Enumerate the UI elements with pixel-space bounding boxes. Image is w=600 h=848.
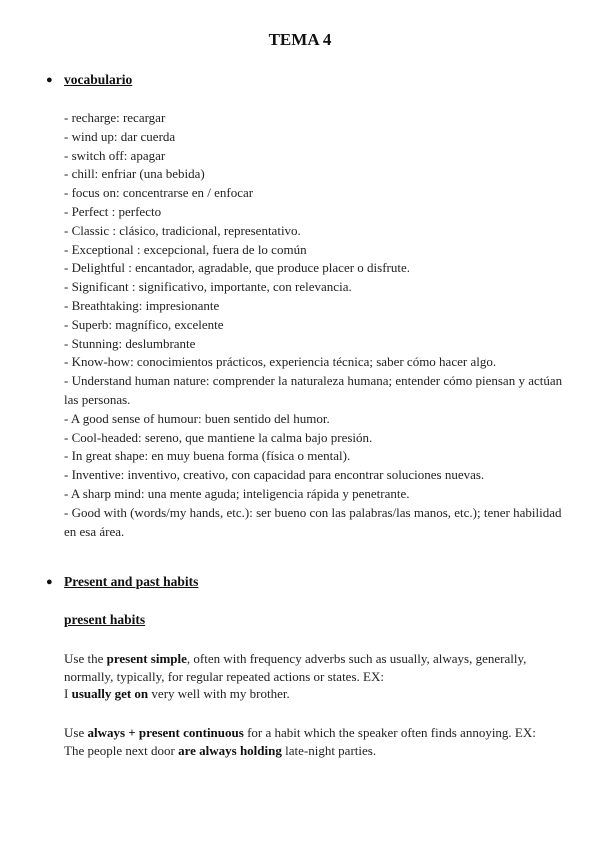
vocab-item: - Perfect : perfecto bbox=[64, 203, 162, 219]
vocab-item: - A good sense of humour: buen sentido del humor. bbox=[64, 410, 330, 426]
vocab-item: - Significant : significativo, importante, con relevancia. bbox=[64, 279, 352, 295]
rule-text bbox=[64, 650, 576, 685]
vocab-item: - wind up: dar cuerda bbox=[64, 128, 176, 144]
text-run: very well with my brother. bbox=[148, 686, 290, 702]
text-run: for a habit which the speaker often finds annoying. EX: bbox=[243, 725, 536, 740]
vocab-item: - Know-how: conocimientos prácticos, experiencia técnica; saber cómo hacer algo. bbox=[64, 354, 497, 370]
bullet-icon: ● bbox=[46, 576, 53, 588]
vocab-item: - Stunning: deslumbrante bbox=[64, 335, 196, 351]
vocab-item: - Good with (words/my hands, etc.): ser bueno con las palabras/las manos, etc.); tener habilidad en esa área. bbox=[64, 504, 562, 539]
bold-term: usually get on bbox=[71, 686, 149, 702]
bold-term: always + present continuous bbox=[87, 725, 244, 740]
bold-term: are always holding bbox=[178, 742, 282, 758]
vocab-item: - Understand human nature: comprender la naturaleza humana; entender cómo piensan y actúan las personas. bbox=[64, 373, 563, 407]
text-run: late-night parties. bbox=[281, 742, 377, 758]
vocab-item: - focus on: concentrarse en / enfocar bbox=[64, 185, 254, 201]
example-sentence bbox=[64, 742, 576, 760]
page-title: TEMA 4 bbox=[268, 30, 332, 49]
rule-text bbox=[64, 724, 576, 742]
vocab-item: - Delightful : encantador, agradable, que produce placer o disfrute. bbox=[64, 260, 410, 276]
vocab-list bbox=[64, 109, 564, 541]
text-run: , often with frequency adverbs such as usually, always, generally, normally, typically, for regular repeated actions or states. EX: bbox=[64, 651, 527, 684]
section-heading: Present and past habits bbox=[64, 574, 199, 589]
bold-term: present simple bbox=[106, 651, 187, 666]
section-heading: vocabulario bbox=[64, 72, 133, 87]
vocab-item: - Inventive: inventivo, creativo, con capacidad para encontrar soluciones nuevas. bbox=[64, 467, 485, 483]
vocab-item: - chill: enfriar (una bebida) bbox=[64, 166, 205, 182]
vocab-item: - A sharp mind: una mente aguda; inteligencia rápida y penetrante. bbox=[64, 485, 410, 501]
example-sentence bbox=[64, 685, 576, 703]
vocab-item: - recharge: recargar bbox=[64, 110, 166, 125]
paragraph-present-simple bbox=[64, 650, 576, 703]
vocab-item: - switch off: apagar bbox=[64, 147, 166, 163]
section-vocabulario bbox=[46, 72, 132, 88]
vocab-item: - Breathtaking: impresionante bbox=[64, 297, 220, 313]
vocab-item: - Classic : clásico, tradicional, representativo. bbox=[64, 222, 301, 238]
paragraph-always-continuous bbox=[64, 724, 576, 759]
vocab-item: - Superb: magnífico, excelente bbox=[64, 316, 224, 332]
section-present-past-habits bbox=[46, 574, 198, 590]
vocab-item: - Exceptional : excepcional, fuera de lo común bbox=[64, 241, 307, 257]
text-run: The people next door bbox=[64, 742, 179, 758]
vocab-item: - In great shape: en muy buena forma (física o mental). bbox=[64, 448, 351, 464]
subheading-present-habits: present habits bbox=[64, 612, 146, 627]
text-run: Use the bbox=[64, 651, 107, 666]
bullet-icon: ● bbox=[46, 74, 53, 86]
vocab-item: - Cool-headed: sereno, que mantiene la calma bajo presión. bbox=[64, 429, 373, 445]
text-run: Use bbox=[64, 725, 88, 740]
text-run: I bbox=[64, 686, 72, 702]
